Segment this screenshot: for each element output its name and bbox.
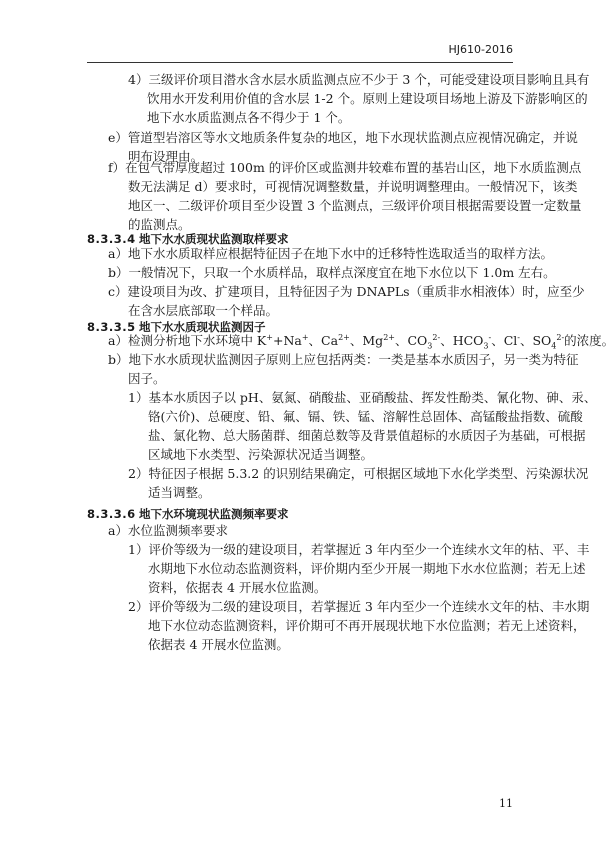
list-item: b）地下水水质现状监测因子原则上应包括两类：一类是基本水质因子，另一类为特征: [108, 352, 579, 367]
sub-item-continuation: 适当调整。: [148, 485, 211, 500]
sub-item: 1）基本水质因子以 pH、氨氮、硝酸盐、亚硝酸盐、挥发性酚类、氰化物、砷、汞、: [128, 390, 597, 405]
sub-item: 1）评价等级为一级的建设项目，若掌握近 3 年内至少一个连续水文年的枯、平、丰: [128, 542, 590, 557]
paragraph-4: [117, 70, 590, 127]
section-8-3-3-5-body: [108, 331, 614, 502]
sub-item: 2）评价等级为二级的建设项目，若掌握近 3 年内至少一个连续水文年的枯、丰水期: [128, 599, 590, 614]
list-item: b）一般情况下，只取一个水质样品，取样点深度宜在地下水位以下 1.0m 左右。: [108, 265, 556, 280]
section-title: 地下水水质现状监测取样要求: [139, 232, 289, 246]
paragraph-f: [108, 158, 582, 234]
section-number: 8.3.3.5: [87, 320, 136, 334]
text-line: e）管道型岩溶区等水文地质条件复杂的地区，地下水现状监测点应视情况确定，并说: [108, 130, 578, 145]
sub-item-continuation: 盐、氯化物、总大肠菌群、细菌总数等及背景值超标的水质因子为基础，可根据: [148, 428, 586, 443]
sub-item-continuation: 水期地下水位动态监测资料，评价期内至少开展一期地下水水位监测；若无上述: [148, 561, 586, 576]
list-item-ions: a）检测分析地下水环境中 K++Na+、$Ca^{2+}$、$Mg^{2+}$、$CO_3^{2-}$、$HCO_3^-$、Cl-、$SO_4^{2-}$的浓度。: [108, 332, 614, 351]
list-item-continuation: 在含水层底部取一个样品。: [128, 303, 279, 318]
sub-item: 2）特征因子根据 5.3.2 的识别结果确定，可根据区域地下水化学类型、污染源状况: [128, 466, 589, 481]
sub-item-continuation: 铬(六价)、总硬度、铅、氟、镉、铁、锰、溶解性总固体、高锰酸盐指数、硫酸: [148, 409, 583, 424]
sub-item-continuation: 区域地下水类型、污染源状况适当调整。: [148, 447, 374, 462]
list-item: c）建设项目为改、扩建项目，且特征因子为 DNAPLs（重质非水相液体）时，应至少: [108, 284, 585, 299]
section-heading-8-3-3-6: [87, 506, 289, 522]
text-line: 数无法满足 d）要求时，可视情况调整数量，并说明调整理由。一般情况下，该类: [128, 179, 578, 194]
list-item: a）水位监测频率要求: [108, 523, 228, 538]
page-number: 11: [499, 797, 513, 810]
list-item-continuation: 因子。: [128, 371, 166, 386]
text-line: 明布设理由。: [128, 149, 204, 164]
document-code: HJ610-2016: [448, 43, 513, 56]
section-number: 8.3.3.4: [87, 232, 136, 246]
section-8-3-3-6-body: [108, 521, 590, 654]
section-title: 地下水水质现状监测因子: [139, 320, 266, 334]
sub-item-continuation: 地下水位动态监测资料，评价期可不再开展现状地下水位监测；若无上述资料，: [148, 618, 586, 633]
sub-item-continuation: 依据表 4 开展水位监测。: [148, 637, 289, 652]
text-line: 饮用水开发利用价值的含水层 1-2 个。原则上建设项目场地上游及下游影响区的: [147, 91, 588, 106]
sub-item-continuation: 资料，依据表 4 开展水位监测。: [148, 580, 327, 595]
text-line: 地下水水质监测点各不得少于 1 个。: [147, 110, 351, 125]
text-line: 4）三级评价项目潜水含水层水质监测点应不少于 3 个，可能受建设项目影响且具有: [128, 72, 590, 87]
header-rule: [87, 62, 513, 63]
section-8-3-3-4-body: [108, 244, 585, 320]
section-title: 地下水环境现状监测频率要求: [139, 507, 289, 521]
list-item: a）地下水水质取样应根据特征因子在地下水中的迁移特性选取适当的取样方法。: [108, 246, 553, 261]
text-line: f）在包气带厚度超过 100m 的评价区或监测井较难布置的基岩山区，地下水质监测点: [108, 160, 582, 175]
text-line: 的监测点。: [128, 217, 191, 232]
text-line: 地区一、二级评价项目至少设置 3 个监测点，三级评价项目根据需要设置一定数量: [128, 198, 582, 213]
section-number: 8.3.3.6: [87, 507, 136, 521]
